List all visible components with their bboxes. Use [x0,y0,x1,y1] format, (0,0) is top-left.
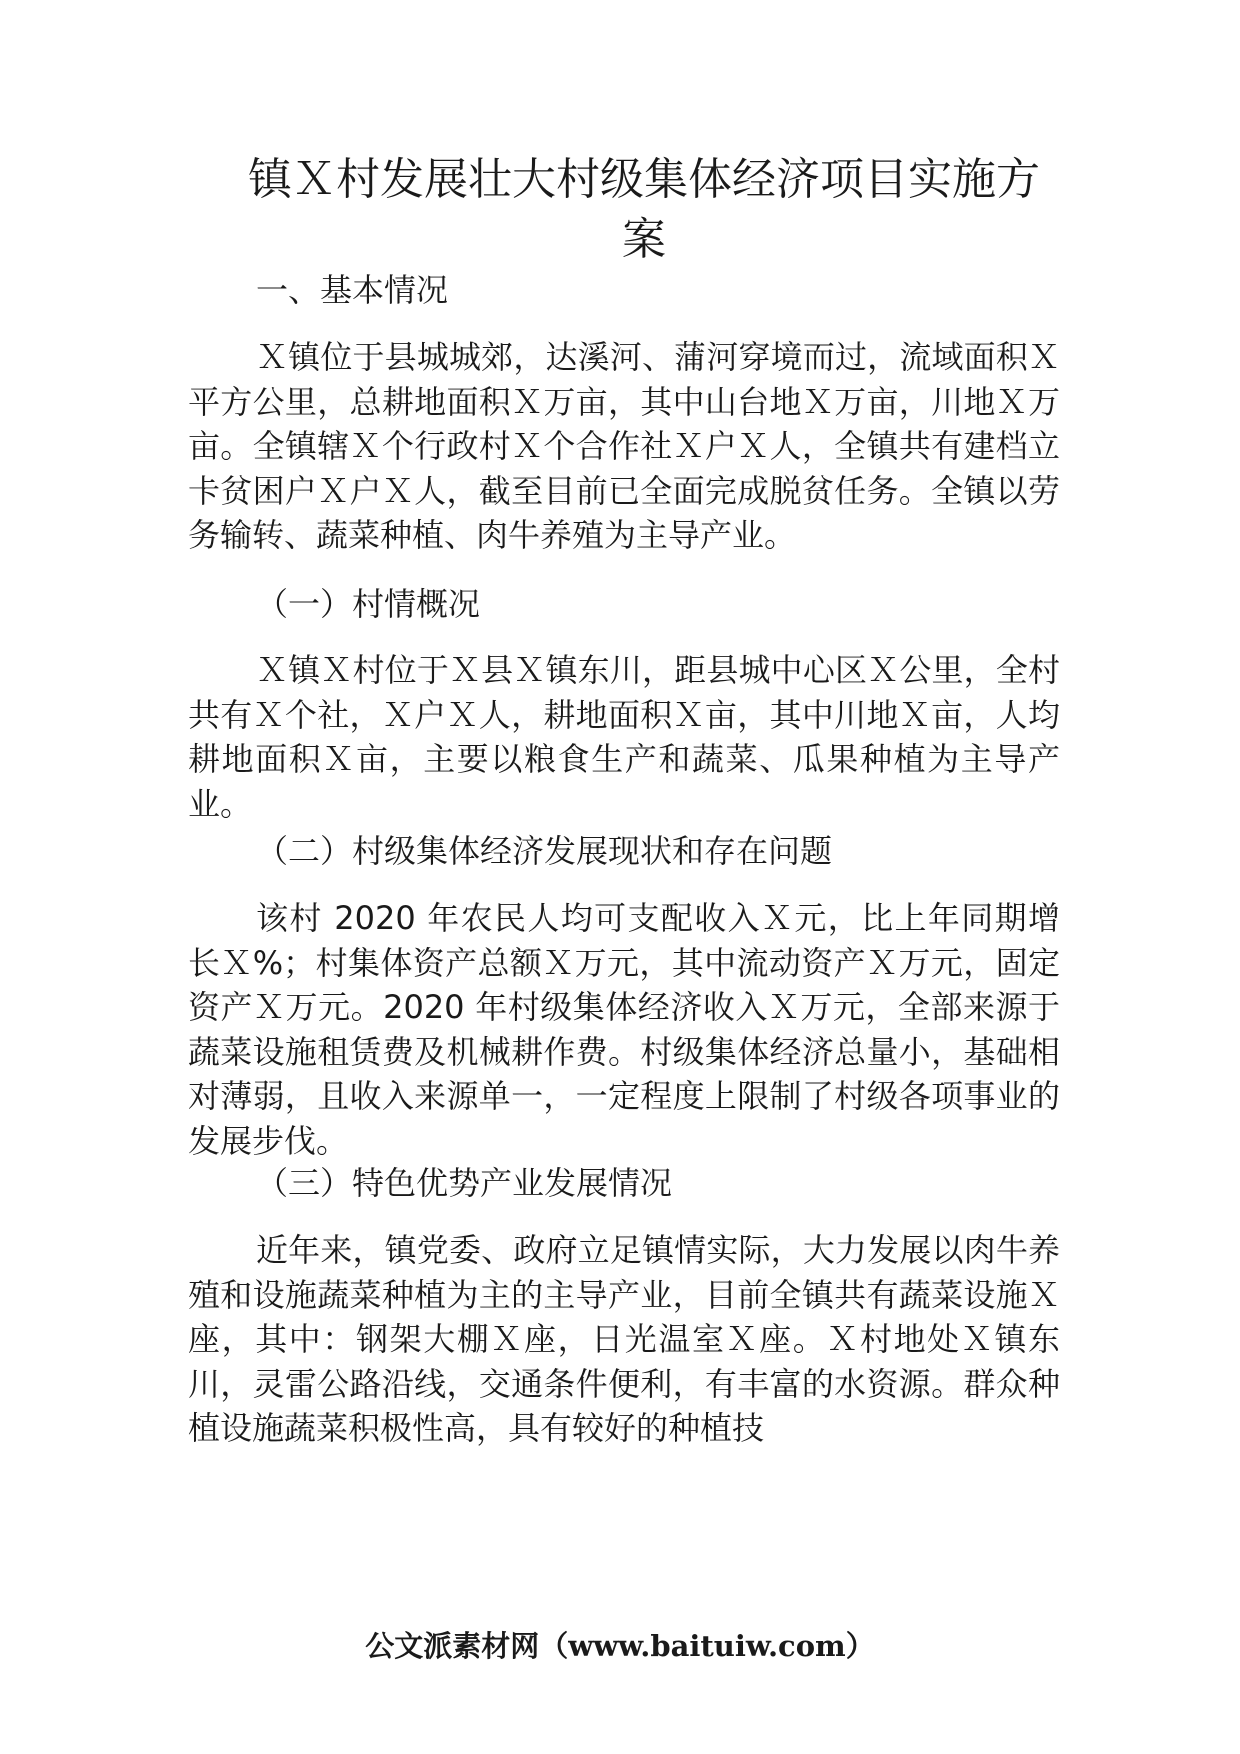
document-page [188,0,1060,1754]
section-heading-featured-industries: （三）特色优势产业发展情况 [256,1164,673,1202]
document-title: 镇Ｘ村发展壮大村级集体经济项目实施方案 [248,154,1040,265]
source-footer: 公文派素材网（www.baituiw.com） [365,1629,875,1663]
paragraph-featured-industries: 近年来，镇党委、政府立足镇情实际，大力发展以肉牛养殖和设施蔬菜种植为主的主导产业，目前全镇共有蔬菜设施Ｘ座，其中：钢架大棚Ｘ座，日光温室Ｘ座。Ｘ村地处Ｘ镇东川，灵雷公路沿线，交通条件便利，有丰富的水资源。群众种植设施蔬菜积极性高，具有较好的种植技 [188,1231,1060,1447]
paragraph-village-overview: Ｘ镇Ｘ村位于Ｘ县Ｘ镇东川，距县城中心区Ｘ公里，全村共有Ｘ个社，Ｘ户Ｘ人，耕地面积Ｘ亩，其中川地Ｘ亩，人均耕地面积Ｘ亩，主要以粮食生产和蔬菜、瓜果种植为主导产业。 [188,651,1060,823]
section-heading-collective-economy-status: （二）村级集体经济发展现状和存在问题 [256,832,833,870]
section-heading-village-overview: （一）村情概况 [256,585,481,623]
section-heading-basic-situation: 一、基本情况 [256,271,449,309]
paragraph-town-overview: Ｘ镇位于县城城郊，达溪河、蒲河穿境而过，流域面积Ｘ平方公里，总耕地面积Ｘ万亩，其中山台地Ｘ万亩，川地Ｘ万亩。全镇辖Ｘ个行政村Ｘ个合作社Ｘ户Ｘ人，全镇共有建档立卡贫困户Ｘ户Ｘ人，截至目前已全面完成脱贫任务。全镇以劳务输转、蔬菜种植、肉牛养殖为主导产业。 [188,338,1060,554]
paragraph-collective-economy-status: 该村 2020 年农民人均可支配收入Ｘ元，比上年同期增长Ｘ%；村集体资产总额Ｘ万元，其中流动资产Ｘ万元，固定资产Ｘ万元。2020 年村级集体经济收入Ｘ万元，全部来源于蔬菜设施租赁费及机械耕作费。村级集体经济总量小，基础相对薄弱，且收入来源单一，一定程度上限制了村级各项事业的发展步伐。 [188,899,1060,1160]
